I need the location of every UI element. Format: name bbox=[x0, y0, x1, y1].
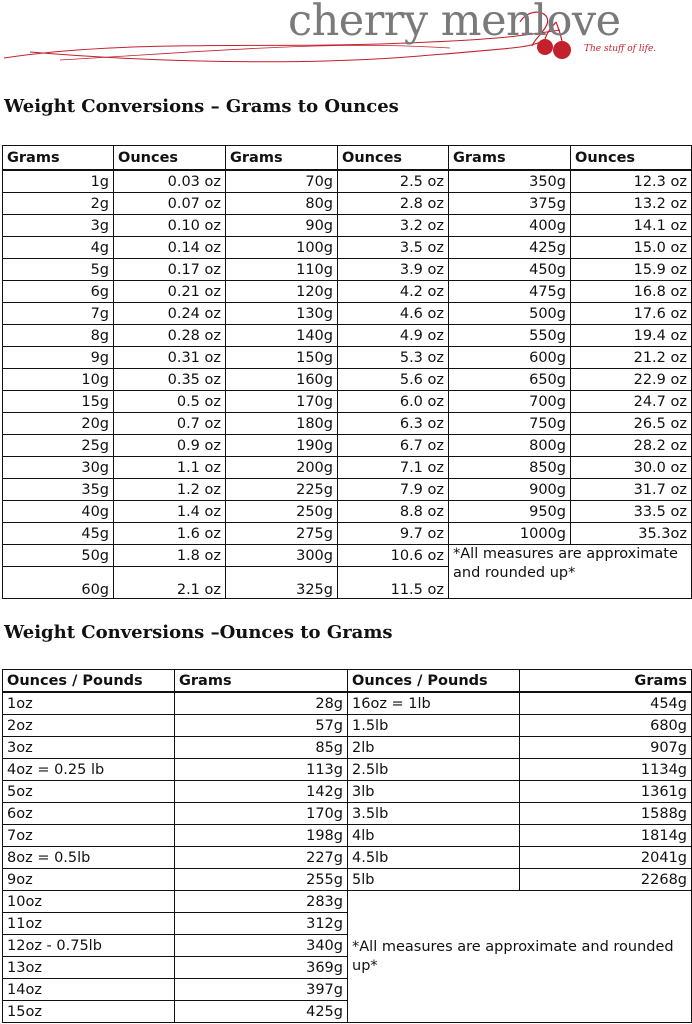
grams-to-ounces-table bbox=[2, 145, 692, 599]
table-cell: 15oz bbox=[3, 1001, 175, 1023]
table-cell: 475g bbox=[449, 281, 571, 303]
table-cell: 4oz = 0.25 lb bbox=[3, 759, 175, 781]
table-row bbox=[3, 501, 692, 523]
table-cell: 0.9 oz bbox=[114, 435, 226, 457]
table-cell: 5.6 oz bbox=[338, 369, 449, 391]
table-cell: 0.10 oz bbox=[114, 215, 226, 237]
column-header: Ounces / Pounds bbox=[348, 670, 520, 693]
table-cell: 4.2 oz bbox=[338, 281, 449, 303]
table-cell: 3.2 oz bbox=[338, 215, 449, 237]
table-cell: 7g bbox=[3, 303, 114, 325]
table-cell: 0.31 oz bbox=[114, 347, 226, 369]
table-cell: 450g bbox=[449, 259, 571, 281]
table-cell: 3oz bbox=[3, 737, 175, 759]
table-row bbox=[3, 281, 692, 303]
table-cell: 2041g bbox=[520, 847, 692, 869]
table-cell: 425g bbox=[449, 237, 571, 259]
table-row bbox=[3, 869, 692, 891]
table-cell: 24.7 oz bbox=[571, 391, 692, 413]
table-row bbox=[3, 759, 692, 781]
table-cell: 375g bbox=[449, 193, 571, 215]
table-cell: 227g bbox=[175, 847, 348, 869]
table-cell: 8g bbox=[3, 325, 114, 347]
table-cell: 1588g bbox=[520, 803, 692, 825]
table-cell: 170g bbox=[226, 391, 338, 413]
table-cell: 5g bbox=[3, 259, 114, 281]
table-cell: 6g bbox=[3, 281, 114, 303]
table-cell: 4lb bbox=[348, 825, 520, 847]
table-row bbox=[3, 435, 692, 457]
table-row bbox=[3, 215, 692, 237]
table-cell: 33.5 oz bbox=[571, 501, 692, 523]
table-cell: 4.6 oz bbox=[338, 303, 449, 325]
table-cell: 2.5lb bbox=[348, 759, 520, 781]
table-cell: 1.1 oz bbox=[114, 457, 226, 479]
table-header-row bbox=[3, 670, 692, 693]
table-cell: 5.3 oz bbox=[338, 347, 449, 369]
table-row bbox=[3, 825, 692, 847]
table-cell: 750g bbox=[449, 413, 571, 435]
table-cell: 6.0 oz bbox=[338, 391, 449, 413]
table-cell: 19.4 oz bbox=[571, 325, 692, 347]
table-cell: 1.8 oz bbox=[114, 545, 226, 567]
table-cell: 14oz bbox=[3, 979, 175, 1001]
table-cell: 250g bbox=[226, 501, 338, 523]
table-cell: 9.7 oz bbox=[338, 523, 449, 545]
table-cell: 90g bbox=[226, 215, 338, 237]
table-cell: 16oz = 1lb bbox=[348, 692, 520, 715]
table-cell: 50g bbox=[3, 545, 114, 567]
table-cell: 8oz = 0.5lb bbox=[3, 847, 175, 869]
table-cell: 170g bbox=[175, 803, 348, 825]
table-cell: 907g bbox=[520, 737, 692, 759]
table-cell: 5lb bbox=[348, 869, 520, 891]
table-row bbox=[3, 237, 692, 259]
table-cell: 10g bbox=[3, 369, 114, 391]
table-cell: 454g bbox=[520, 692, 692, 715]
table-cell: 900g bbox=[449, 479, 571, 501]
table-cell: 190g bbox=[226, 435, 338, 457]
table-cell: 1.6 oz bbox=[114, 523, 226, 545]
table-cell: 0.07 oz bbox=[114, 193, 226, 215]
table-cell: 9oz bbox=[3, 869, 175, 891]
table-cell: 113g bbox=[175, 759, 348, 781]
table-cell: 3lb bbox=[348, 781, 520, 803]
table-cell: 7.1 oz bbox=[338, 457, 449, 479]
table-cell: 350g bbox=[449, 170, 571, 193]
table-cell: 397g bbox=[175, 979, 348, 1001]
table-cell: 5oz bbox=[3, 781, 175, 803]
table-cell: 100g bbox=[226, 237, 338, 259]
table-cell: 950g bbox=[449, 501, 571, 523]
table-cell: 9g bbox=[3, 347, 114, 369]
table-cell: 15.0 oz bbox=[571, 237, 692, 259]
table-cell: 2.1 oz bbox=[114, 567, 226, 599]
table-cell: 0.24 oz bbox=[114, 303, 226, 325]
table-row bbox=[3, 457, 692, 479]
table-cell: 13.2 oz bbox=[571, 193, 692, 215]
table-cell: 300g bbox=[226, 545, 338, 567]
table-cell: 200g bbox=[226, 457, 338, 479]
table-cell: 14.1 oz bbox=[571, 215, 692, 237]
table-cell: 140g bbox=[226, 325, 338, 347]
table-cell: 1814g bbox=[520, 825, 692, 847]
table-cell: 6oz bbox=[3, 803, 175, 825]
table-cell: 12.3 oz bbox=[571, 170, 692, 193]
table-row bbox=[3, 781, 692, 803]
table-cell: 7.9 oz bbox=[338, 479, 449, 501]
table-cell: 10oz bbox=[3, 891, 175, 913]
table-cell: 400g bbox=[449, 215, 571, 237]
table-cell: 550g bbox=[449, 325, 571, 347]
table-row bbox=[3, 170, 692, 193]
table-row bbox=[3, 325, 692, 347]
table-cell: 150g bbox=[226, 347, 338, 369]
table-cell: 4.5lb bbox=[348, 847, 520, 869]
table-cell: 57g bbox=[175, 715, 348, 737]
table-cell: 0.03 oz bbox=[114, 170, 226, 193]
table-cell: 2.8 oz bbox=[338, 193, 449, 215]
brand-logo-text: cherry menlove bbox=[288, 0, 621, 46]
table-cell: 800g bbox=[449, 435, 571, 457]
column-header: Grams bbox=[3, 146, 114, 171]
column-header: Grams bbox=[449, 146, 571, 171]
table-cell: 25g bbox=[3, 435, 114, 457]
approximation-note: *All measures are approximate and rounded up* bbox=[348, 891, 692, 1023]
table-cell: 60g bbox=[3, 567, 114, 599]
column-header: Grams bbox=[175, 670, 348, 693]
ounces-to-grams-table bbox=[2, 669, 692, 1023]
table-row bbox=[3, 479, 692, 501]
table-cell: 10.6 oz bbox=[338, 545, 449, 567]
table-cell: 1134g bbox=[520, 759, 692, 781]
table-cell: 30.0 oz bbox=[571, 457, 692, 479]
table-cell: 2268g bbox=[520, 869, 692, 891]
table-cell: 1361g bbox=[520, 781, 692, 803]
table-cell: 275g bbox=[226, 523, 338, 545]
table-cell: 3g bbox=[3, 215, 114, 237]
table-cell: 2.5 oz bbox=[338, 170, 449, 193]
table-cell: 3.5 oz bbox=[338, 237, 449, 259]
table-cell: 0.17 oz bbox=[114, 259, 226, 281]
table-cell: 283g bbox=[175, 891, 348, 913]
page-header bbox=[0, 0, 692, 80]
table-row bbox=[3, 523, 692, 545]
table-cell: 0.14 oz bbox=[114, 237, 226, 259]
table-cell: 20g bbox=[3, 413, 114, 435]
table-cell: 225g bbox=[226, 479, 338, 501]
table-cell: 45g bbox=[3, 523, 114, 545]
table-cell: 850g bbox=[449, 457, 571, 479]
table-row bbox=[3, 347, 692, 369]
table-cell: 4.9 oz bbox=[338, 325, 449, 347]
table-cell: 1.5lb bbox=[348, 715, 520, 737]
table-cell: 3.5lb bbox=[348, 803, 520, 825]
table-cell: 0.28 oz bbox=[114, 325, 226, 347]
brand-tagline: The stuff of life. bbox=[584, 44, 657, 54]
table-cell: 340g bbox=[175, 935, 348, 957]
table-cell: 11oz bbox=[3, 913, 175, 935]
table-cell: 255g bbox=[175, 869, 348, 891]
table-cell: 1oz bbox=[3, 692, 175, 715]
table-row bbox=[3, 369, 692, 391]
table-cell: 2lb bbox=[348, 737, 520, 759]
column-header: Ounces / Pounds bbox=[3, 670, 175, 693]
table-cell: 0.35 oz bbox=[114, 369, 226, 391]
table-cell: 0.7 oz bbox=[114, 413, 226, 435]
table-row bbox=[3, 847, 692, 869]
ounces-to-grams-title: Weight Conversions –Ounces to Grams bbox=[4, 622, 393, 643]
table-cell: 17.6 oz bbox=[571, 303, 692, 325]
table-row bbox=[3, 303, 692, 325]
table-row bbox=[3, 259, 692, 281]
table-cell: 8.8 oz bbox=[338, 501, 449, 523]
table-cell: 2g bbox=[3, 193, 114, 215]
table-row bbox=[3, 692, 692, 715]
table-cell: 2oz bbox=[3, 715, 175, 737]
table-cell: 700g bbox=[449, 391, 571, 413]
table-cell: 4g bbox=[3, 237, 114, 259]
table-row bbox=[3, 193, 692, 215]
table-cell: 7oz bbox=[3, 825, 175, 847]
table-cell: 28g bbox=[175, 692, 348, 715]
table-cell: 680g bbox=[520, 715, 692, 737]
table-cell: 70g bbox=[226, 170, 338, 193]
table-cell: 6.3 oz bbox=[338, 413, 449, 435]
table-cell: 198g bbox=[175, 825, 348, 847]
table-cell: 110g bbox=[226, 259, 338, 281]
table-cell: 15.9 oz bbox=[571, 259, 692, 281]
table-cell: 600g bbox=[449, 347, 571, 369]
table-cell: 1g bbox=[3, 170, 114, 193]
table-cell: 85g bbox=[175, 737, 348, 759]
column-header: Grams bbox=[520, 670, 692, 693]
table-cell: 312g bbox=[175, 913, 348, 935]
table-cell: 21.2 oz bbox=[571, 347, 692, 369]
table-cell: 0.21 oz bbox=[114, 281, 226, 303]
table-row bbox=[3, 413, 692, 435]
table-cell: 12oz - 0.75lb bbox=[3, 935, 175, 957]
table-cell: 13oz bbox=[3, 957, 175, 979]
table-cell: 160g bbox=[226, 369, 338, 391]
table-cell: 28.2 oz bbox=[571, 435, 692, 457]
table-cell: 500g bbox=[449, 303, 571, 325]
table-cell: 650g bbox=[449, 369, 571, 391]
table-row bbox=[3, 891, 692, 913]
table-cell: 130g bbox=[226, 303, 338, 325]
table-cell: 3.9 oz bbox=[338, 259, 449, 281]
table-row bbox=[3, 715, 692, 737]
table-cell: 22.9 oz bbox=[571, 369, 692, 391]
table-cell: 180g bbox=[226, 413, 338, 435]
table-cell: 0.5 oz bbox=[114, 391, 226, 413]
table-cell: 15g bbox=[3, 391, 114, 413]
column-header: Ounces bbox=[114, 146, 226, 171]
table-cell: 40g bbox=[3, 501, 114, 523]
table-row bbox=[3, 545, 692, 567]
grams-to-ounces-title: Weight Conversions – Grams to Ounces bbox=[4, 96, 399, 117]
table-header-row bbox=[3, 146, 692, 171]
table-row bbox=[3, 391, 692, 413]
column-header: Ounces bbox=[338, 146, 449, 171]
table-cell: 26.5 oz bbox=[571, 413, 692, 435]
table-cell: 30g bbox=[3, 457, 114, 479]
table-cell: 142g bbox=[175, 781, 348, 803]
table-cell: 35.3oz bbox=[571, 523, 692, 545]
table-cell: 11.5 oz bbox=[338, 567, 449, 599]
table-cell: 1000g bbox=[449, 523, 571, 545]
table-cell: 120g bbox=[226, 281, 338, 303]
table-cell: 35g bbox=[3, 479, 114, 501]
table-cell: 425g bbox=[175, 1001, 348, 1023]
approximation-note: *All measures are approximate and rounded up* bbox=[449, 545, 692, 599]
table-cell: 16.8 oz bbox=[571, 281, 692, 303]
table-cell: 325g bbox=[226, 567, 338, 599]
table-cell: 31.7 oz bbox=[571, 479, 692, 501]
table-cell: 80g bbox=[226, 193, 338, 215]
table-cell: 1.2 oz bbox=[114, 479, 226, 501]
table-cell: 369g bbox=[175, 957, 348, 979]
table-cell: 1.4 oz bbox=[114, 501, 226, 523]
column-header: Ounces bbox=[571, 146, 692, 171]
table-row bbox=[3, 737, 692, 759]
table-cell: 6.7 oz bbox=[338, 435, 449, 457]
table-row bbox=[3, 803, 692, 825]
column-header: Grams bbox=[226, 146, 338, 171]
